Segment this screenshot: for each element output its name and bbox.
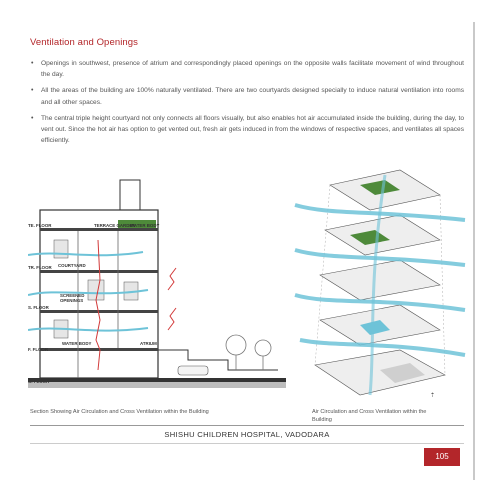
ground-line <box>28 378 286 382</box>
window <box>88 280 104 300</box>
building-section-drawing <box>28 170 286 400</box>
bullet-item <box>30 58 464 80</box>
floor-plate-4 <box>320 305 440 345</box>
bullet-dot-icon: • <box>31 60 34 67</box>
label-water-body-bottom: WATER BODY <box>62 341 92 346</box>
label-s-floor: S. FLOOR <box>28 305 49 310</box>
stair-tower <box>120 180 140 210</box>
label-g-floor: G. FLOOR <box>28 379 50 384</box>
label-te-floor: TE. FLOOR <box>28 223 52 228</box>
floor-plate-ground <box>315 350 445 395</box>
floor-plate-3 <box>320 260 440 300</box>
bullet-dot-icon: • <box>31 114 34 122</box>
label-terrace-garden: TERRACE GARDEN <box>94 223 136 228</box>
caption-section: Section Showing Air Circulation and Cross Ventilation within the Building <box>30 409 209 415</box>
bullet-dot-icon: • <box>31 87 34 95</box>
bullet-list <box>30 58 464 151</box>
air-flow-ribbon <box>300 340 465 355</box>
floor-slab <box>40 270 158 273</box>
floor-slab <box>40 228 158 231</box>
ground-fill <box>28 382 286 388</box>
window <box>54 240 68 258</box>
air-flow-arrow <box>28 252 143 255</box>
footer-divider <box>30 425 464 426</box>
page-edge-rule <box>473 22 475 480</box>
label-courtyard: COURTYARD <box>58 263 86 268</box>
hot-air-arrow <box>168 268 176 290</box>
car-icon <box>178 366 208 375</box>
ramp-outline <box>158 350 278 370</box>
tree-icon <box>226 335 246 355</box>
floor-plate-2 <box>325 215 440 255</box>
bullet-text: All the areas of the building are 100% naturally ventilated. There are two courtyards designed specially to induce natural ventilation into rooms and all other spaces. <box>41 87 464 106</box>
page-number-badge: 105 <box>424 448 460 466</box>
label-water-body-top: WATER BODY <box>130 223 160 228</box>
label-f-floor: F. FLOOR <box>28 347 48 352</box>
guide-line <box>440 195 445 375</box>
caption-axonometric: Air Circulation and Cross Ventilation within the Building <box>312 409 427 423</box>
north-arrow-icon: ⇡ <box>430 393 436 399</box>
bullet-text: Openings in southwest, presence of atrium and correspondingly placed openings on the opposite walls facilitate movement of wind throughout the day. <box>41 60 464 79</box>
section-heading: Ventilation and Openings <box>30 37 139 48</box>
label-atrium: ATRIUM <box>140 341 157 346</box>
label-screened-2: OPENINGS <box>60 298 84 303</box>
tree-icon <box>255 340 271 356</box>
hot-air-arrow <box>168 308 176 330</box>
footer-title: SHISHU CHILDREN HOSPITAL, VADODARA <box>164 430 330 439</box>
footer-divider <box>30 443 464 444</box>
label-screened-1: SCREENED <box>60 293 85 298</box>
label-tr-floor: TR. FLOOR <box>28 265 52 270</box>
air-flow-arrow <box>28 328 148 331</box>
bullet-item <box>30 113 464 147</box>
bullet-item <box>30 85 464 107</box>
bullet-text: The central triple height courtyard not only connects all floors visually, but also enables hot air accumulated inside the building, during the day, to vent out. Since the hot air has option to get vented out, fresh air gets induced in from the windows of respective spaces, and ventilates all spaces efficiently. <box>41 114 464 145</box>
exploded-axonometric-drawing <box>290 165 470 410</box>
